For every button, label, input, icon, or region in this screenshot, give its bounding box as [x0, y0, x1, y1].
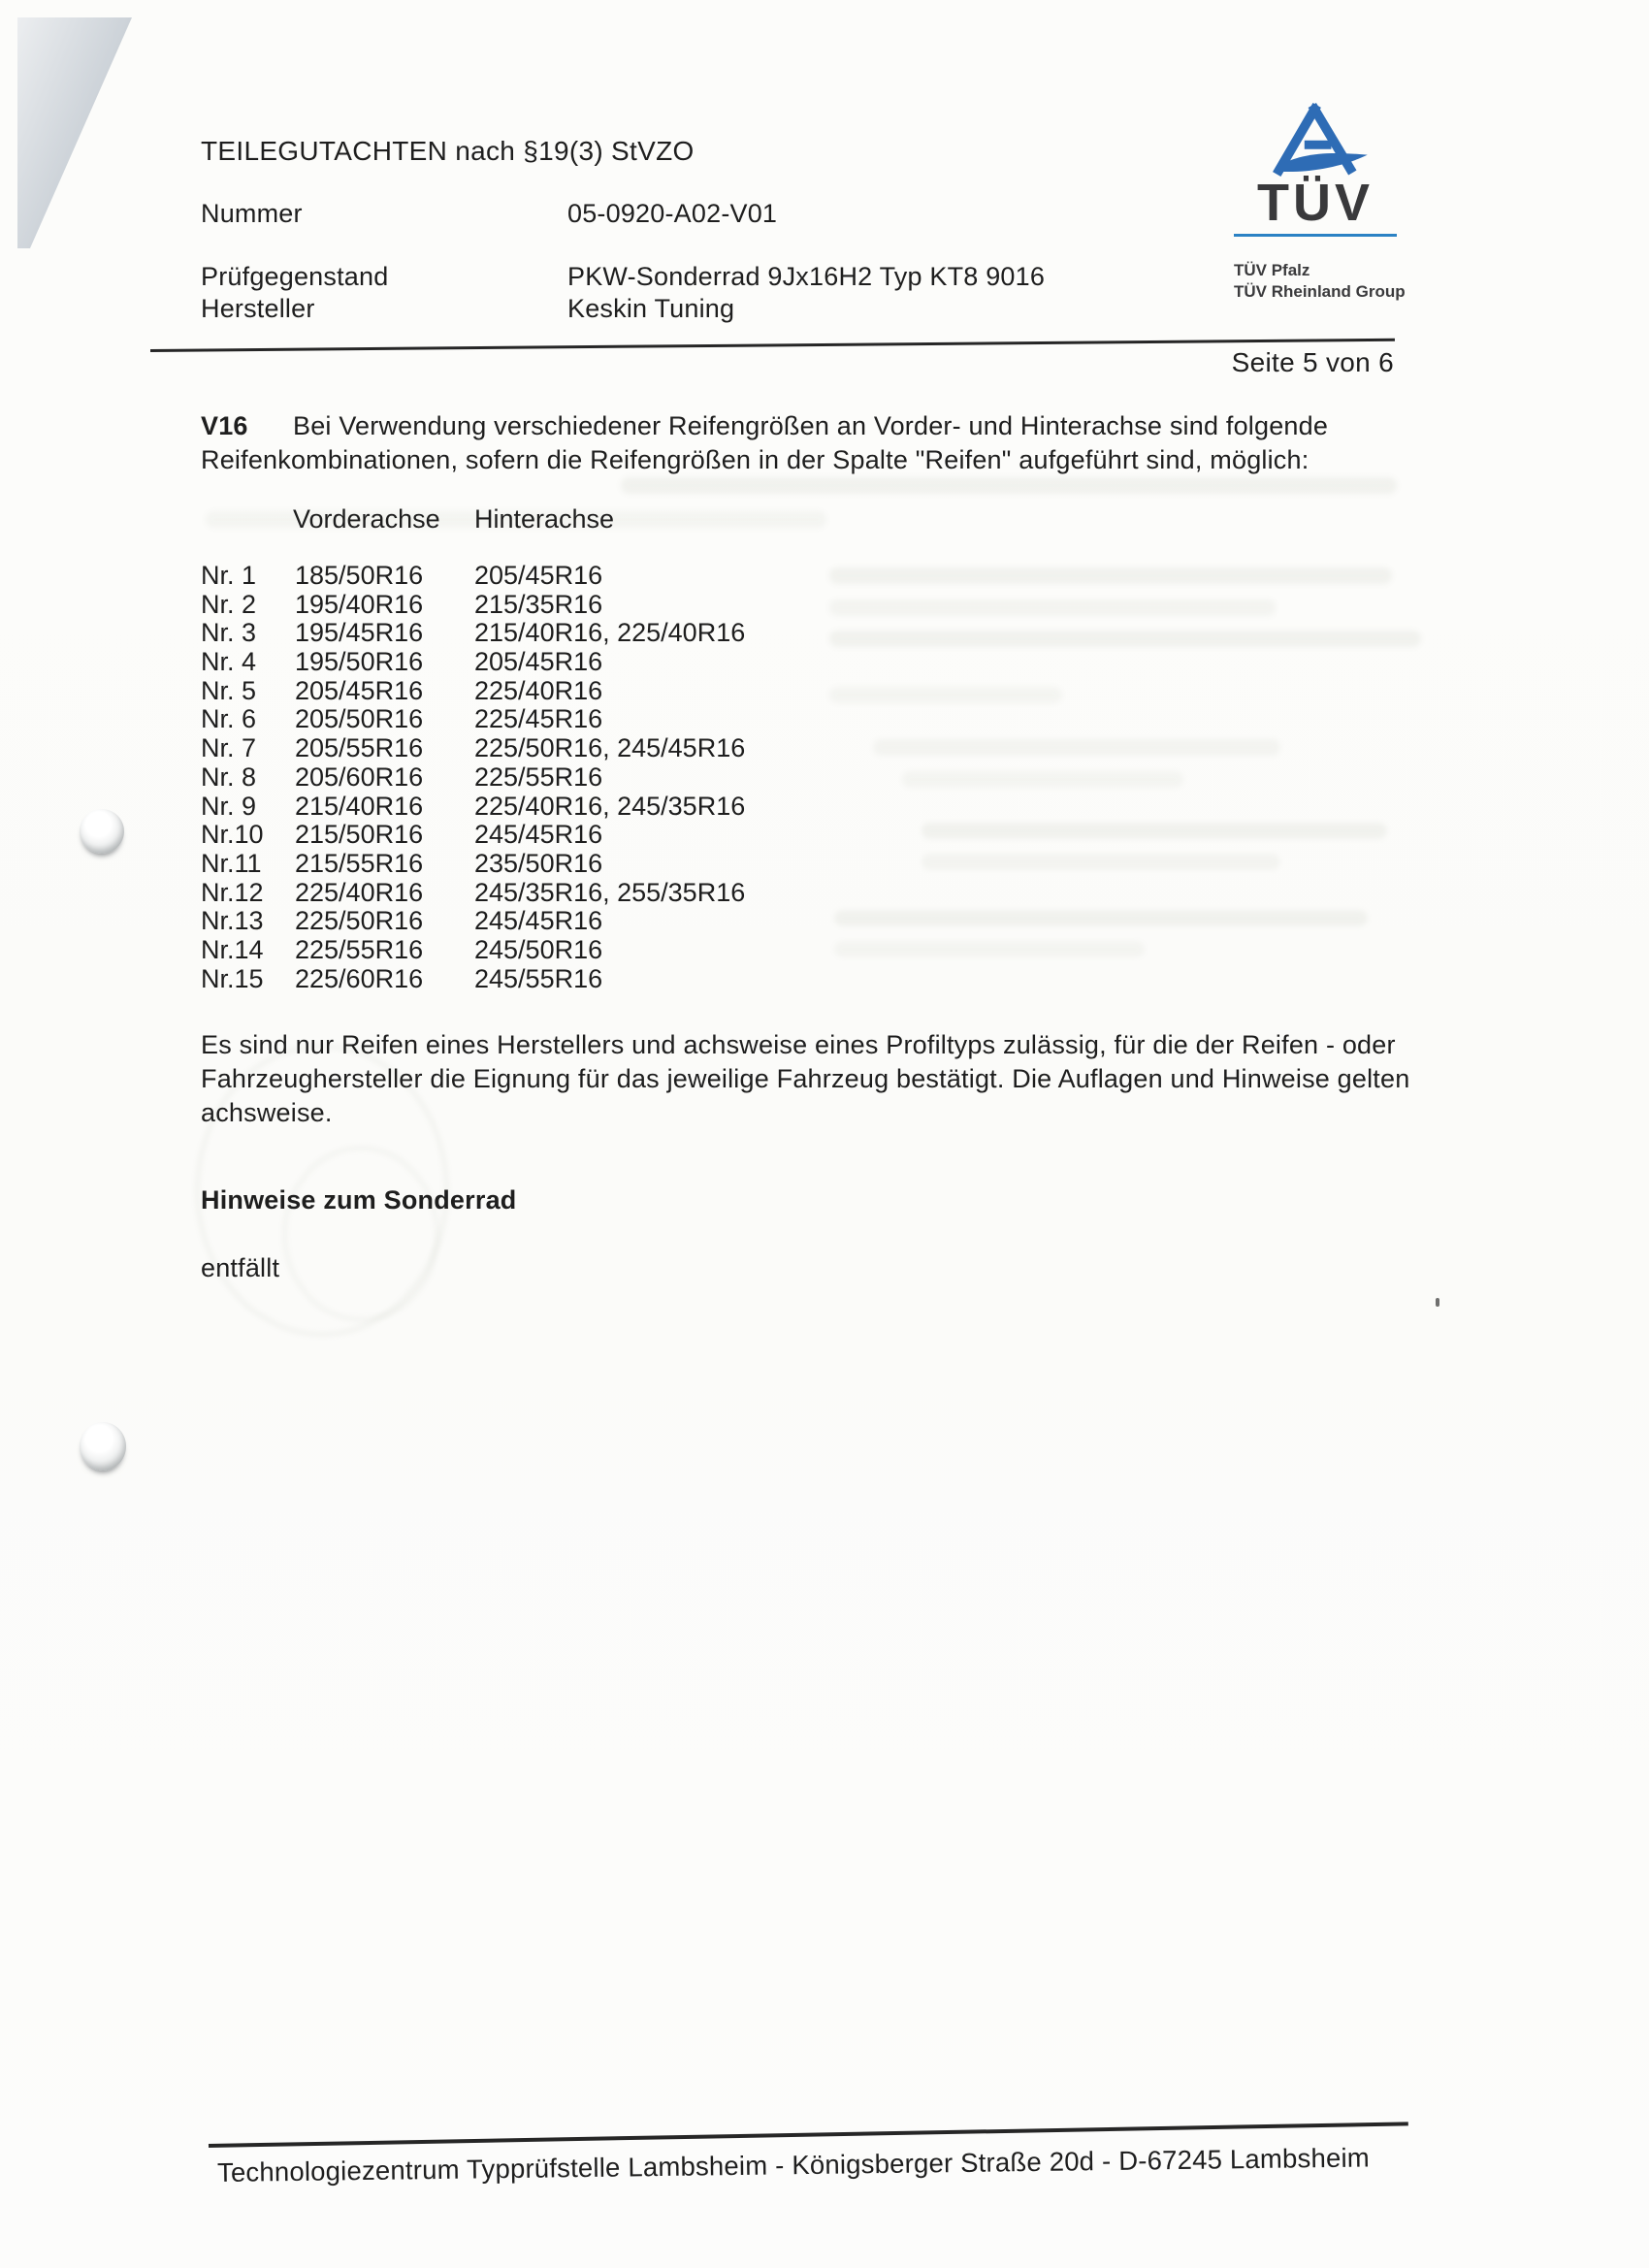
tire-front-size: 195/50R16	[295, 647, 424, 677]
tire-front-size: 215/55R16	[295, 848, 424, 878]
tire-rear-sizes: 215/40R16, 225/40R16	[474, 618, 746, 648]
tire-front-size: 205/55R16	[295, 733, 424, 763]
tuv-org-line1: TÜV Pfalz	[1234, 261, 1310, 279]
tire-row-number: Nr.12	[201, 877, 264, 907]
tire-row-number: Nr.14	[201, 934, 264, 964]
tire-row	[201, 820, 1268, 849]
tire-row	[201, 762, 1268, 792]
tire-front-size: 205/60R16	[295, 761, 424, 792]
tire-row	[201, 935, 1268, 964]
tire-front-size: 215/40R16	[295, 791, 424, 821]
footer-address: Technologiezentrum Typprüfstelle Lambsheim - Königsberger Straße 20d - D-67245 Lambsheim	[216, 2142, 1371, 2187]
tire-row	[201, 849, 1268, 878]
tire-row	[201, 792, 1268, 821]
tire-rear-sizes: 245/50R16	[474, 934, 603, 964]
tire-row-number: Nr. 1	[201, 561, 257, 590]
tire-row-number: Nr. 5	[201, 675, 257, 705]
tire-row	[201, 618, 1268, 647]
meta-value-nummer: 05-0920-A02-V01	[567, 199, 778, 228]
hints-heading: Hinweise zum Sonderrad	[201, 1185, 517, 1215]
v16-code: V16	[201, 411, 248, 440]
note-paragraph-line3: achsweise.	[201, 1098, 333, 1127]
tire-front-size: 195/45R16	[295, 618, 424, 648]
tire-row	[201, 906, 1268, 935]
tire-front-size: 205/50R16	[295, 704, 424, 734]
tuv-logo	[1234, 101, 1406, 303]
note-paragraph-line1: Es sind nur Reifen eines Herstellers und achsweise eines Profiltyps zulässig, für die der Reifen - oder	[201, 1030, 1396, 1059]
tire-row-number: Nr. 8	[201, 761, 257, 792]
corner-fold-artifact	[17, 17, 132, 248]
tuv-wordmark: TÜV	[1257, 174, 1374, 232]
tire-rear-sizes: 205/45R16	[474, 561, 603, 590]
tuv-underline	[1234, 234, 1397, 237]
tire-rear-sizes: 225/40R16	[474, 675, 603, 705]
tire-front-size: 225/40R16	[295, 877, 424, 907]
meta-label-hersteller: Hersteller	[201, 294, 315, 323]
page-indicator: Seite 5 von 6	[1231, 347, 1394, 377]
column-header-front-axle: Vorderachse	[293, 504, 440, 534]
note-paragraph-line2: Fahrzeughersteller die Eignung für das jeweilige Fahrzeug bestätigt. Die Auflagen und Hinweise gelten	[201, 1064, 1410, 1093]
tuv-triangle-icon	[1261, 101, 1370, 178]
column-header-rear-axle: Hinterachse	[474, 504, 615, 534]
tire-rear-sizes: 205/45R16	[474, 647, 603, 677]
tire-row-number: Nr. 9	[201, 791, 257, 821]
meta-value-hersteller: Keskin Tuning	[567, 294, 735, 323]
v16-paragraph-line1	[201, 411, 1328, 441]
tire-front-size: 195/40R16	[295, 589, 424, 619]
tire-row-number: Nr.10	[201, 820, 264, 850]
tire-row-number: Nr. 6	[201, 704, 257, 734]
meta-value-pruefgegenstand: PKW-Sonderrad 9Jx16H2 Typ KT8 9016	[567, 262, 1046, 291]
tire-front-size: 225/50R16	[295, 906, 424, 936]
hole-punch-artifact	[80, 809, 124, 854]
tire-row	[201, 590, 1268, 619]
tire-front-size: 215/50R16	[295, 820, 424, 850]
v16-text-line1: Bei Verwendung verschiedener Reifengrößen an Vorder- und Hinterachse sind folgende	[293, 411, 1329, 440]
tire-row	[201, 647, 1268, 676]
tire-rear-sizes: 225/40R16, 245/35R16	[474, 791, 746, 821]
tire-front-size: 185/50R16	[295, 561, 424, 590]
tire-row-number: Nr.11	[201, 848, 262, 878]
tire-row-number: Nr. 3	[201, 618, 257, 648]
tire-front-size: 205/45R16	[295, 675, 424, 705]
v16-paragraph-line2: Reifenkombinationen, sofern die Reifengrößen in der Spalte "Reifen" aufgeführt sind, möglich:	[201, 445, 1310, 474]
tire-row	[201, 733, 1268, 762]
tire-rear-sizes: 225/45R16	[474, 704, 603, 734]
tire-rear-sizes: 245/45R16	[474, 906, 603, 936]
tuv-org-line2: TÜV Rheinland Group	[1234, 282, 1406, 301]
tire-rear-sizes: 215/35R16	[474, 589, 603, 619]
hints-body: entfällt	[201, 1253, 280, 1282]
tire-row	[201, 676, 1268, 705]
tire-rear-sizes: 235/50R16	[474, 848, 603, 878]
hole-punch-artifact	[80, 1422, 126, 1471]
ink-speck-artifact	[1436, 1298, 1439, 1307]
tire-row	[201, 878, 1268, 907]
tire-row	[201, 964, 1268, 993]
tire-front-size: 225/55R16	[295, 934, 424, 964]
tire-front-size: 225/60R16	[295, 963, 424, 993]
tire-row	[201, 704, 1268, 733]
meta-label-nummer: Nummer	[201, 199, 303, 228]
tire-table	[201, 561, 1268, 992]
tire-row-number: Nr. 7	[201, 733, 257, 763]
meta-label-pruefgegenstand: Prüfgegenstand	[201, 262, 389, 291]
tire-rear-sizes: 245/55R16	[474, 963, 603, 993]
tire-row-number: Nr.15	[201, 963, 264, 993]
tire-row-number: Nr. 4	[201, 647, 257, 677]
tire-rear-sizes: 245/35R16, 255/35R16	[474, 877, 746, 907]
tire-row	[201, 561, 1268, 590]
tire-rear-sizes: 225/55R16	[474, 761, 603, 792]
doc-type-heading: TEILEGUTACHTEN nach §19(3) StVZO	[201, 136, 695, 166]
stamp-bleed-artifact	[281, 1145, 440, 1323]
bleedthrough-artifact	[621, 477, 1397, 494]
tire-row-number: Nr.13	[201, 906, 264, 936]
tire-rear-sizes: 225/50R16, 245/45R16	[474, 733, 746, 763]
tire-row-number: Nr. 2	[201, 589, 257, 619]
tire-rear-sizes: 245/45R16	[474, 820, 603, 850]
